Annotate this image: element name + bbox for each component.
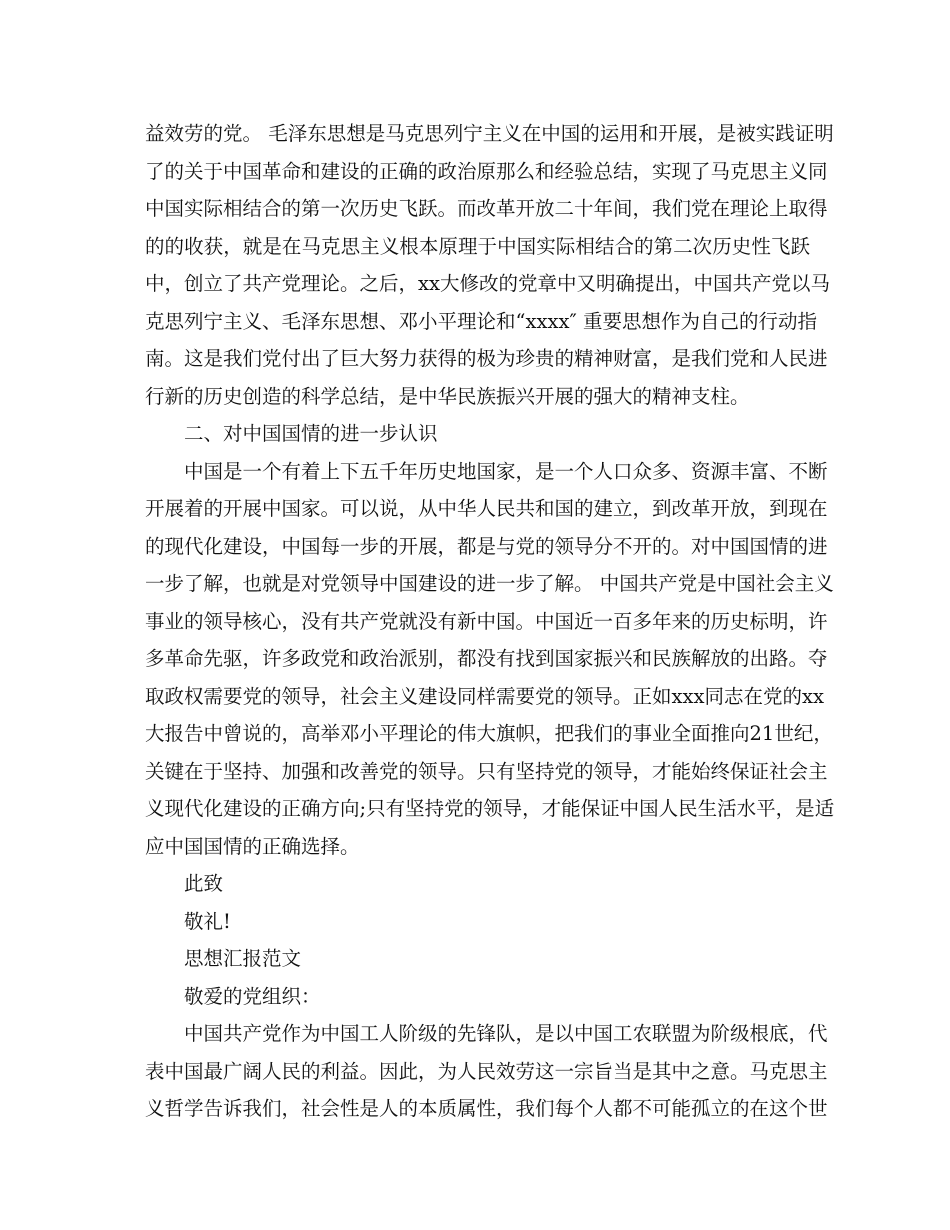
text-line: 南。这是我们党付出了巨大努力获得的极为珍贵的精神财富，是我们党和人民进 (145, 347, 828, 370)
text-line: 开展着的开展中国家。可以说，从中华人民共和国的建立，到改革开放，到现在 (145, 497, 828, 520)
document-title: 思想汇报范文 (184, 947, 302, 970)
greeting-line: 敬爱的党组织： (184, 984, 321, 1008)
closing-line: 此致 (184, 872, 224, 895)
text-line: 中国共产党作为中国工人阶级的先锋队，是以中国工农联盟为阶级根底，代 (184, 1022, 828, 1045)
text-line: 大报告中曾说的，高举邓小平理论的伟大旗帜，把我们的事业全面推向21世纪， (145, 722, 833, 745)
text-line: 应中国国情的正确选择。 (145, 834, 360, 858)
section-heading: 二、对中国国情的进一步认识 (184, 422, 438, 445)
text-line: 中国实际相结合的第一次历史飞跃。而改革开放二十年间，我们党在理论上取得 (145, 197, 828, 220)
text-line: 的现代化建设，中国每一步的开展，都是与党的领导分不开的。对中国国情的进 (145, 534, 828, 558)
text-line: 中国是一个有着上下五千年历史地国家，是一个人口众多、资源丰富、不断 (184, 459, 828, 483)
text-line: 取政权需要党的领导，社会主义建设同样需要党的领导。正如xxx同志在党的xx (145, 684, 824, 708)
text-line: 益效劳的党。 毛泽东思想是马克思列宁主义在中国的运用和开展，是被实践证明 (145, 122, 834, 145)
document-body (145, 115, 835, 1128)
text-line: 行新的历史创造的科学总结，是中华民族振兴开展的强大的精神支柱。 (145, 384, 750, 408)
text-line: 表中国最广阔人民的利益。因此，为人民效劳这一宗旨当是其中之意。马克思主 (145, 1059, 828, 1083)
text-line: 的的收获，就是在马克思主义根本原理于中国实际相结合的第二次历史性飞跃 (145, 234, 810, 258)
salutation-line: 敬礼! (184, 909, 231, 933)
text-line: 事业的领导核心，没有共产党就没有新中国。中国近一百多年来的历史标明，许 (145, 609, 828, 633)
text-line: 中，创立了共产党理论。之后，xx大修改的党章中又明确提出，中国共产党以马 (145, 272, 830, 295)
text-line: 克思列宁主义、毛泽东思想、邓小平理论和“xxxx″ 重要思想作为自己的行动指 (145, 309, 817, 333)
text-line: 关键在于坚持、加强和改善党的领导。只有坚持党的领导，才能始终保证社会主 (145, 759, 828, 783)
text-line: 了的关于中国革命和建设的正确的政治原那么和经验总结，实现了马克思主义同 (145, 159, 828, 183)
text-line: 一步了解，也就是对党领导中国建设的进一步了解。 中国共产党是中国社会主义 (145, 572, 834, 595)
text-line: 义哲学告诉我们，社会性是人的本质属性，我们每个人都不可能孤立的在这个世 (145, 1097, 828, 1120)
text-line: 多革命先驱，许多政党和政治派别，都没有找到国家振兴和民族解放的出路。夺 (145, 647, 828, 670)
text-line: 义现代化建设的正确方向;只有坚持党的领导，才能保证中国人民生活水平，是适 (145, 797, 835, 820)
